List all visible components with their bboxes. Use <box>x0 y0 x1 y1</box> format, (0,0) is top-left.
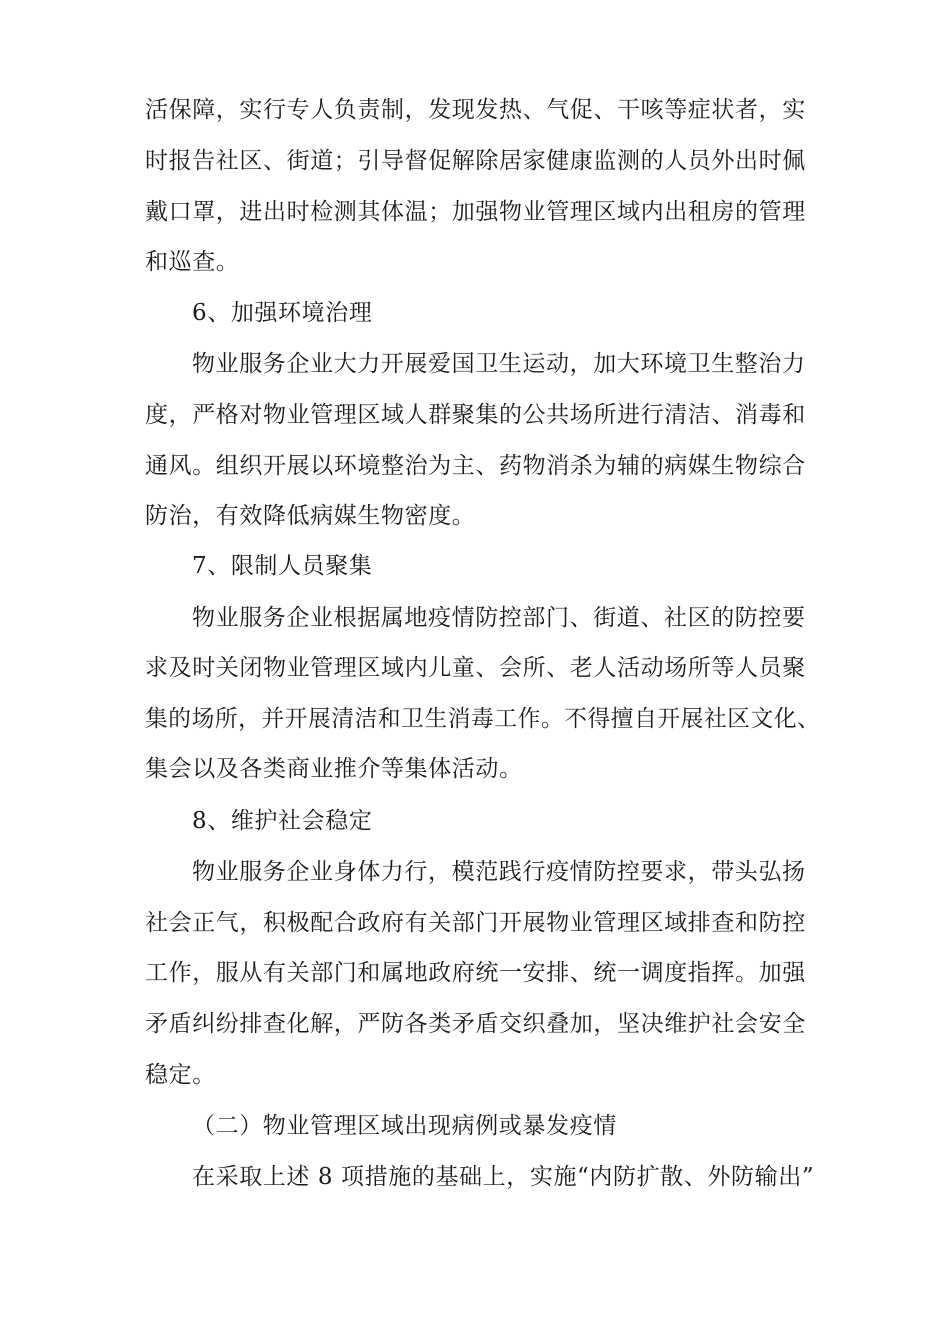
paragraph-line: 戴口罩，进出时检测其体温；加强物业管理区域内出租房的管理 <box>145 199 806 225</box>
paragraph-line: 矛盾纠纷排查化解，严防各类矛盾交织叠加，坚决维护社会安全 <box>145 1011 806 1037</box>
section-heading: （二）物业管理区域出现病例或暴发疫情 <box>192 1113 617 1139</box>
paragraph-line: 集会以及各类商业推介等集体活动。 <box>145 756 523 782</box>
section-heading: 8、维护社会稳定 <box>192 808 373 834</box>
paragraph-line: 活保障，实行专人负责制，发现发热、气促、干咳等症状者，实 <box>145 97 806 123</box>
paragraph-line: 求及时关闭物业管理区域内儿童、会所、老人活动场所等人员聚 <box>145 655 806 681</box>
paragraph-line: 稳定。 <box>145 1062 216 1088</box>
paragraph-line: 物业服务企业根据属地疫情防控部门、街道、社区的防控要 <box>192 605 806 631</box>
paragraph-line: 和巡查。 <box>145 249 240 275</box>
paragraph-line: 社会正气，积极配合政府有关部门开展物业管理区域排查和防控 <box>145 910 806 936</box>
paragraph-line: 物业服务企业身体力行，模范践行疫情防控要求，带头弘扬 <box>192 859 806 885</box>
section-heading: 6、加强环境治理 <box>192 300 373 326</box>
paragraph-line: 在采取上述 8 项措施的基础上，实施“内防扩散、外防输出” <box>192 1164 815 1190</box>
paragraph-line: 物业服务企业大力开展爱国卫生运动，加大环境卫生整治力 <box>192 351 806 377</box>
paragraph-line: 工作，服从有关部门和属地政府统一安排、统一调度指挥。加强 <box>145 960 806 986</box>
paragraph-line: 时报告社区、街道；引导督促解除居家健康监测的人员外出时佩 <box>145 148 806 174</box>
paragraph-line: 集的场所，并开展清洁和卫生消毒工作。不得擅自开展社区文化、 <box>145 706 821 732</box>
paragraph-line: 通风。组织开展以环境整治为主、药物消杀为辅的病媒生物综合 <box>145 453 806 479</box>
section-heading: 7、限制人员聚集 <box>192 553 373 579</box>
paragraph-line: 度，严格对物业管理区域人群聚集的公共场所进行清洁、消毒和 <box>145 402 806 428</box>
paragraph-line: 防治，有效降低病媒生物密度。 <box>145 503 476 529</box>
